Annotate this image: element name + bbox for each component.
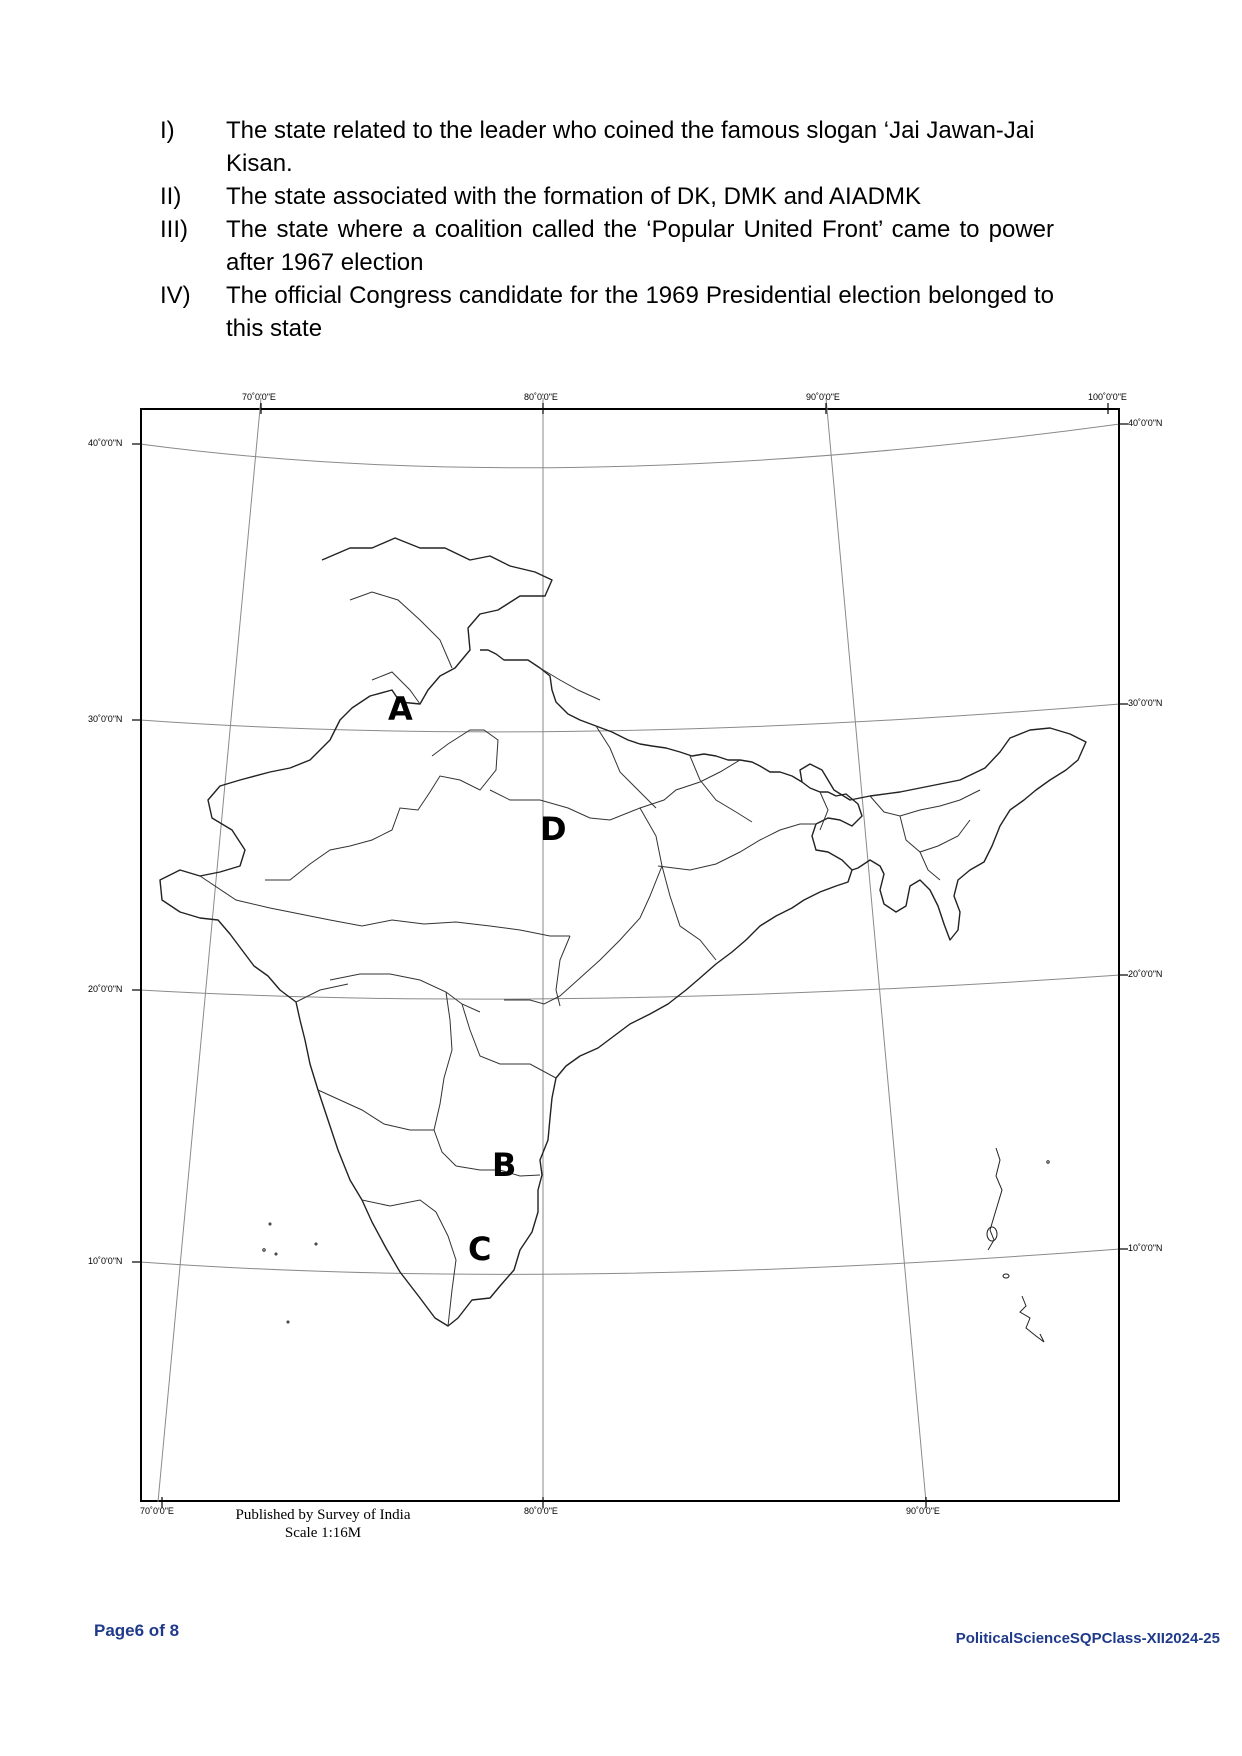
latitude-label-20n-left: 20˚0'0"N [88,984,123,994]
islands [263,1148,1049,1342]
map-publisher [208,1506,438,1542]
marker-b: B [492,1146,517,1184]
question-number: I) [160,117,175,144]
state-boundaries [200,592,980,1326]
question-text: The state related to the leader who coined the famous slogan ‘Jai Jawan-Jai Kisan. [226,117,1035,177]
parallel-40n [140,424,1120,468]
ticks [132,403,1128,1508]
longitude-label-70e-top: 70˚0'0"E [242,392,276,402]
latitude-label-10n-left: 10˚0'0"N [88,1256,123,1266]
scale-text: Scale 1:16M [284,1525,362,1541]
question-number: IV) [160,282,191,309]
india-outline [160,538,862,1326]
latitude-label-30n-left: 30˚0'0"N [88,714,123,724]
longitude-label-90e-top: 90˚0'0"E [806,392,840,402]
meridian-90e [826,398,926,1502]
longitude-label-80e-top: 80˚0'0"E [524,392,558,402]
question-text: The official Congress candidate for the 1969 Presidential election belonged to this state [226,282,1054,342]
question-text: The state associated with the formation of DK, DMK and AIADMK [226,183,921,210]
publisher-text: Published by Survey of India [235,1507,411,1523]
graticule [140,398,1120,1502]
longitude-label-80e-bottom: 80˚0'0"E [524,1506,558,1516]
marker-d: D [540,810,567,848]
question-number: II) [160,183,182,210]
question-number: III) [160,216,188,243]
marker-c: C [468,1230,492,1268]
parallel-10n [140,1249,1120,1274]
latitude-label-40n-right: 40˚0'0"N [1128,418,1163,428]
meridian-70e [158,398,261,1502]
parallel-30n [140,704,1120,732]
longitude-label-90e-bottom: 90˚0'0"E [906,1506,940,1516]
marker-a: A [388,690,413,728]
latitude-label-10n-right: 10˚0'0"N [1128,1243,1163,1253]
document-code: PoliticalScienceSQPClass-XII2024-25 [955,1630,1220,1647]
page-number: Page6 of 8 [94,1621,180,1640]
question-text: The state where a coalition called the ‘Popular United Front’ came to power after 1967 election [226,216,1054,276]
latitude-label-30n-right: 30˚0'0"N [1128,698,1163,708]
longitude-label-70e-bottom: 70˚0'0"E [140,1506,174,1516]
longitude-label-100e-top: 100˚0'0"E [1088,392,1127,402]
latitude-label-40n-left: 40˚0'0"N [88,438,123,448]
northeast-outline [800,728,1086,940]
latitude-label-20n-right: 20˚0'0"N [1128,969,1163,979]
